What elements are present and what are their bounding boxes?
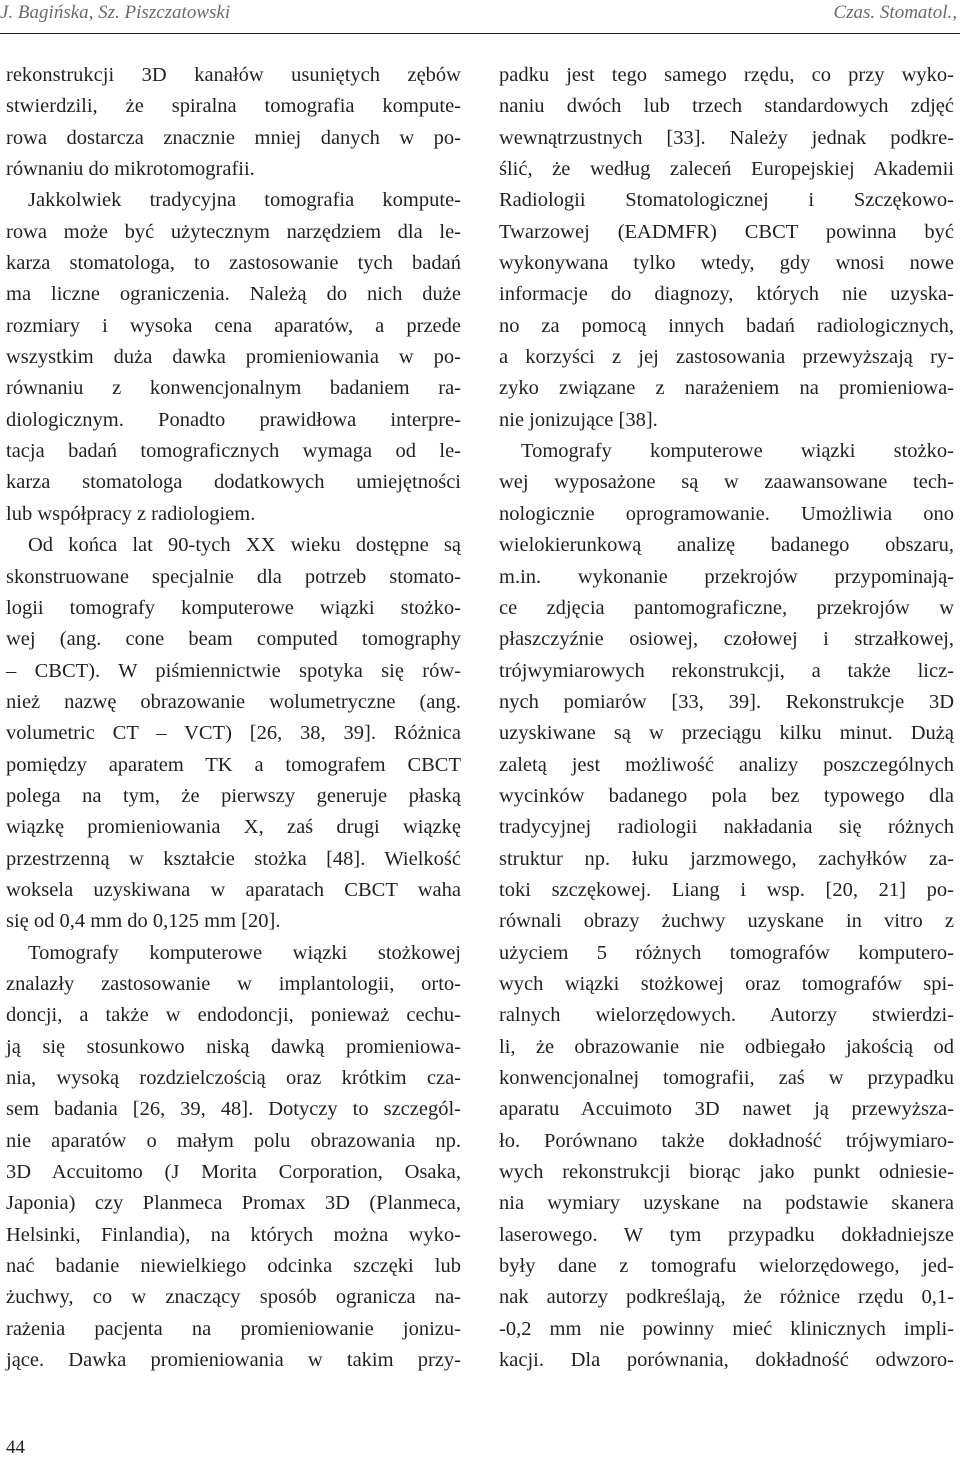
text-line: rozmiary i wysoka cena aparatów, a przede	[6, 314, 461, 337]
text-line: kacji. Dla porównania, dokładność odwzoro-	[499, 1349, 954, 1372]
text-line: volumetric CT – VCT) [26, 38, 39]. Różnica	[6, 722, 461, 745]
text-line: woksela uzyskiwana w aparatach CBCT waha	[6, 878, 461, 901]
text-line: równaniu do mikrotomografii.	[6, 158, 255, 181]
right-column	[499, 60, 954, 1376]
text-line: padku jest tego samego rzędu, co przy wyko-	[499, 64, 954, 86]
text-line: informacje do diagnozy, których nie uzyska-	[499, 283, 954, 306]
text-line: diologicznym. Ponadto prawidłowa interpre-	[6, 408, 461, 431]
text-line: nie aparatów o małym polu obrazowania np.	[6, 1129, 461, 1152]
text-line: były dane z tomografu wielorzędowego, jed-	[499, 1255, 954, 1278]
text-line: Japonia) czy Planmeca Promax 3D (Planmeca,	[6, 1192, 461, 1215]
text-line: żuchwy, co w znaczący sposób ogranicza na-	[6, 1286, 461, 1309]
text-line: wiązkę promieniowania X, zaś drugi wiązkę	[6, 816, 461, 839]
text-line: aparatu Accuimoto 3D nawet ją przewyższa-	[499, 1098, 954, 1121]
text-line: nia wymiary uzyskane na podstawie skanera	[499, 1192, 954, 1215]
text-line: użyciem 5 różnych tomografów komputero-	[499, 941, 954, 964]
text-line: ślić, że według zaleceń Europejskiej Akademii	[499, 158, 954, 181]
text-line: sem badania [26, 39, 48]. Dotyczy to szczegól-	[6, 1098, 461, 1121]
text-line: przestrzenną w kształcie stożka [48]. Wielkość	[6, 847, 461, 870]
header-journal: Czas. Stomatol.,	[833, 2, 957, 23]
text-line: rowa może być użytecznym narzędziem dla le-	[6, 220, 461, 243]
text-line: równali obrazy żuchwy uzyskane in vitro z	[499, 910, 954, 933]
text-line: rekonstrukcji 3D kanałów usuniętych zębów	[6, 64, 461, 86]
left-column	[6, 60, 461, 1376]
text-line: trójwymiarowych rekonstrukcji, a także licz-	[499, 659, 954, 682]
text-line: Twarzowej (EADMFR) CBCT powinna być	[499, 220, 954, 243]
header-authors: J. Bagińska, Sz. Piszczatowski	[0, 2, 231, 23]
text-line: nać badanie niewielkiego odcinka szczęki lub	[6, 1255, 461, 1278]
text-line: konwencjonalnej tomografii, zaś w przypadku	[499, 1067, 954, 1089]
text-line: wewnątrzustnych [33]. Należy jednak podkre-	[499, 126, 954, 149]
text-line: 3D Accuitomo (J Morita Corporation, Osaka,	[6, 1161, 461, 1184]
text-line: pomiędzy aparatem TK a tomografem CBCT	[6, 753, 461, 776]
text-line: wycinków badanego pola bez typowego dla	[499, 784, 954, 807]
text-line: lub współpracy z radiologiem.	[6, 502, 256, 525]
text-line: tradycyjnej radiologii nakładania się różnych	[499, 816, 954, 839]
text-line: wej wyposażone są w zaawansowane tech-	[499, 471, 954, 494]
text-line: struktur np. łuku jarzmowego, zachyłków za-	[499, 847, 954, 870]
text-line: tacja badań tomograficznych wymaga od le-	[6, 440, 461, 463]
text-line: skonstruowane specjalnie dla potrzeb stomato-	[6, 565, 461, 588]
text-line: Helsinki, Finlandia), na których można wyko-	[6, 1223, 461, 1246]
text-line: wielokierunkową analizę badanego obszaru,	[499, 534, 954, 557]
text-line: nież nazwę obrazowanie wolumetryczne (ang.	[6, 690, 461, 713]
text-line: zaletą jest możliwość analizy poszczególnych	[499, 753, 954, 776]
text-line: nie jonizujące [38].	[499, 408, 658, 431]
text-line: toki szczękowej. Liang i wsp. [20, 21] po-	[499, 878, 954, 901]
text-line: znalazły zastosowanie w implantologii, orto-	[6, 972, 461, 995]
text-line: ma liczne ograniczenia. Należą do nich duże	[6, 283, 461, 306]
text-line: karza stomatologa, to zastosowanie tych badań	[6, 252, 461, 275]
text-line: m.in. wykonanie przekrojów przypominają-	[499, 565, 954, 588]
running-header	[0, 2, 960, 28]
text-line: a korzyści z jej zastosowania przewyższają ry-	[499, 346, 954, 369]
text-line: laserowego. W tym przypadku dokładniejsze	[499, 1223, 954, 1246]
text-line: polega na tym, że pierwszy generuje płaską	[6, 784, 461, 807]
text-line: wych rekonstrukcji biorąc jako punkt odniesie-	[499, 1161, 954, 1184]
text-line: płaszczyźnie osiowej, czołowej i strzałkowej,	[499, 628, 954, 651]
text-line: Jakkolwiek tradycyjna tomografia kompute-	[28, 189, 461, 212]
text-line: nych pomiarów [33, 39]. Rekonstrukcje 3D	[499, 690, 954, 713]
text-line: rowa dostarcza znacznie mniej danych w po-	[6, 126, 461, 149]
text-line: zyko związane z narażeniem na promieniowa-	[499, 377, 954, 400]
text-line: – CBCT). W piśmiennictwie spotyka się rów-	[6, 659, 461, 682]
text-line: li, że obrazowanie nie odbiegało jakością od	[499, 1035, 954, 1058]
text-line: nologicznie oprogramowanie. Umożliwia ono	[499, 502, 954, 525]
header-rule	[0, 33, 960, 34]
text-line: wych wiązki stożkowej oraz tomografów spi-	[499, 972, 954, 995]
text-line: no za pomocą innych badań radiologicznych,	[499, 314, 954, 337]
text-line: jące. Dawka promieniowania w takim przy-	[6, 1349, 461, 1372]
text-line: Tomografy komputerowe wiązki stożko-	[521, 440, 954, 463]
page-number: 44	[6, 1437, 25, 1458]
text-line: rażenia pacjenta na promieniowanie jonizu-	[6, 1317, 461, 1340]
text-line: równaniu z konwencjonalnym badaniem ra-	[6, 377, 461, 400]
text-line: doncji, a także w endodoncji, ponieważ cechu-	[6, 1004, 461, 1027]
text-line: Od końca lat 90-tych XX wieku dostępne są	[28, 534, 461, 557]
text-line: logii tomografy komputerowe wiązki stożko-	[6, 596, 461, 619]
text-line: uzyskiwane są w przeciągu kilku minut. Dużą	[499, 722, 954, 745]
text-line: się od 0,4 mm do 0,125 mm [20].	[6, 910, 281, 933]
text-line: karza stomatologa dodatkowych umiejętności	[6, 471, 461, 494]
text-line: Tomografy komputerowe wiązki stożkowej	[28, 941, 461, 964]
text-line: nak autorzy podkreślają, że różnice rzędu 0,1-	[499, 1286, 954, 1309]
text-line: naniu dwóch lub trzech standardowych zdjęć	[499, 95, 954, 118]
text-line: ce zdjęcia pantomograficzne, przekrojów w	[499, 596, 954, 619]
text-line: ralnych wielorzędowych. Autorzy stwierdzi-	[499, 1004, 954, 1027]
text-line: -0,2 mm nie powinny mieć klinicznych impli-	[499, 1317, 954, 1340]
text-line: wykonywana tylko wtedy, gdy wnosi nowe	[499, 252, 954, 275]
text-line: wszystkim duża dawka promieniowania w po-	[6, 346, 461, 369]
text-line: stwierdzili, że spiralna tomografia kompute-	[6, 95, 461, 118]
text-line: ło. Porównano także dokładność trójwymiaro-	[499, 1129, 954, 1152]
text-line: Radiologii Stomatologicznej i Szczękowo-	[499, 189, 954, 212]
text-line: nia, wysoką rozdzielczością oraz krótkim cza-	[6, 1067, 461, 1089]
text-line: wej (ang. cone beam computed tomography	[6, 628, 461, 651]
text-line: ją się stosunkowo niską dawką promieniowa-	[6, 1035, 461, 1058]
